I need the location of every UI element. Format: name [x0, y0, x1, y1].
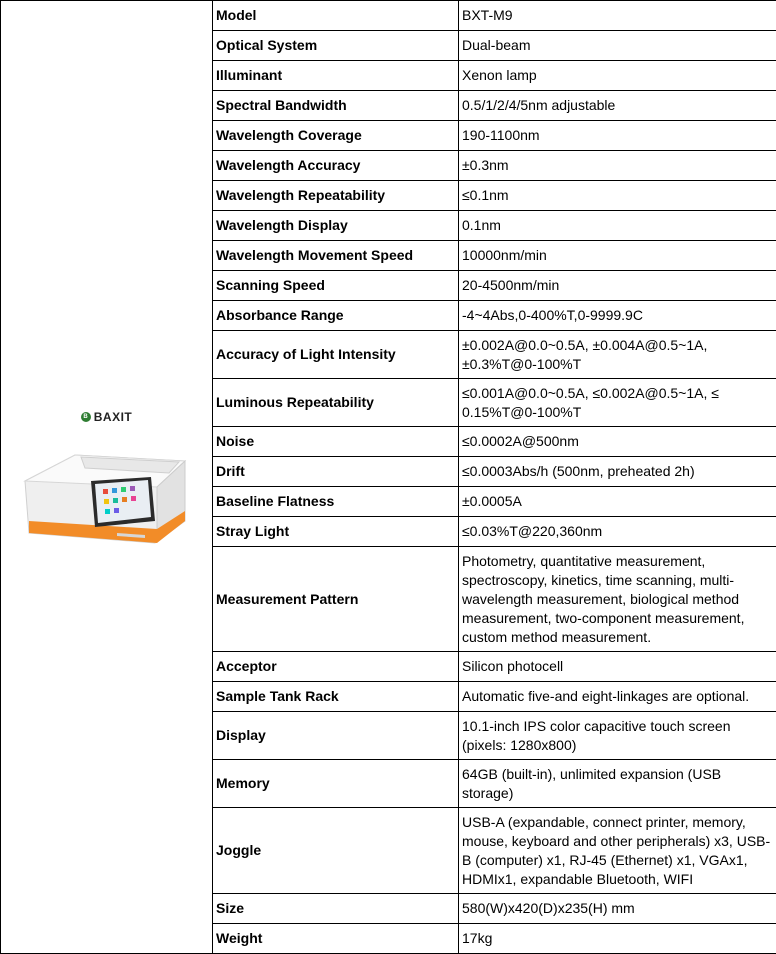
- spec-value: -4~4Abs,0-400%T,0-9999.9C: [459, 301, 776, 331]
- spec-label: Wavelength Movement Speed: [213, 241, 459, 271]
- spec-label: Baseline Flatness: [213, 487, 459, 517]
- spec-label: Noise: [213, 427, 459, 457]
- logo-mark: B: [81, 412, 91, 422]
- spec-label: Wavelength Display: [213, 211, 459, 241]
- spec-value: USB-A (expandable, connect printer, memory, mouse, keyboard and other peripherals) x3, USB-B (computer) x1, RJ-45 (Ethernet) x1, VGAx1, HDMIx1, expandable Bluetooth, WIFI: [459, 808, 776, 894]
- spec-value: ≤0.0003Abs/h (500nm, preheated 2h): [459, 457, 776, 487]
- spec-label: Sample Tank Rack: [213, 682, 459, 712]
- spec-value: ±0.0005A: [459, 487, 776, 517]
- spec-value: BXT-M9: [459, 1, 776, 31]
- spec-label: Absorbance Range: [213, 301, 459, 331]
- spec-label: Joggle: [213, 808, 459, 894]
- spec-label: Memory: [213, 760, 459, 808]
- spec-value: ≤0.001A@0.0~0.5A, ≤0.002A@0.5~1A, ≤ 0.15%T@0-100%T: [459, 379, 776, 427]
- spec-value: 10.1-inch IPS color capacitive touch screen (pixels: 1280x800): [459, 712, 776, 760]
- spec-label: Optical System: [213, 31, 459, 61]
- spec-value: 64GB (built-in), unlimited expansion (USB storage): [459, 760, 776, 808]
- spec-value: Dual-beam: [459, 31, 776, 61]
- spec-label: Wavelength Repeatability: [213, 181, 459, 211]
- product-cell: [1, 1, 213, 954]
- spec-value: Xenon lamp: [459, 61, 776, 91]
- spec-label: Scanning Speed: [213, 271, 459, 301]
- spec-value: 580(W)x420(D)x235(H) mm: [459, 894, 776, 924]
- spec-value: Automatic five-and eight-linkages are optional.: [459, 682, 776, 712]
- spec-value: ≤0.03%T@220,360nm: [459, 517, 776, 547]
- spec-label: Stray Light: [213, 517, 459, 547]
- spec-value: 0.1nm: [459, 211, 776, 241]
- logo-text: BAXIT: [94, 408, 133, 427]
- spec-label: Wavelength Accuracy: [213, 151, 459, 181]
- spec-label: Model: [213, 1, 459, 31]
- spec-value: Silicon photocell: [459, 652, 776, 682]
- spectrophotometer-image: [19, 435, 195, 547]
- spec-value: 10000nm/min: [459, 241, 776, 271]
- spec-label: Display: [213, 712, 459, 760]
- spec-value: ≤0.1nm: [459, 181, 776, 211]
- spec-label: Luminous Repeatability: [213, 379, 459, 427]
- spec-value: 17kg: [459, 924, 776, 954]
- spec-value: ±0.3nm: [459, 151, 776, 181]
- spec-label: Measurement Pattern: [213, 547, 459, 652]
- spec-value: 20-4500nm/min: [459, 271, 776, 301]
- spec-value: 190-1100nm: [459, 121, 776, 151]
- spec-label: Drift: [213, 457, 459, 487]
- spec-value: 0.5/1/2/4/5nm adjustable: [459, 91, 776, 121]
- spec-label: Weight: [213, 924, 459, 954]
- brand-logo: [81, 408, 133, 427]
- spec-value: ±0.002A@0.0~0.5A, ±0.004A@0.5~1A, ±0.3%T@0-100%T: [459, 331, 776, 379]
- spec-value: ≤0.0002A@500nm: [459, 427, 776, 457]
- spec-label: Acceptor: [213, 652, 459, 682]
- spec-row: [1, 1, 776, 31]
- spec-label: Spectral Bandwidth: [213, 91, 459, 121]
- spec-label: Wavelength Coverage: [213, 121, 459, 151]
- spec-label: Illuminant: [213, 61, 459, 91]
- spec-label: Accuracy of Light Intensity: [213, 331, 459, 379]
- spec-value: Photometry, quantitative measurement, spectroscopy, kinetics, time scanning, multi-wavelength measurement, biological method measurement, two-component measurement, custom method measurement.: [459, 547, 776, 652]
- spec-label: Size: [213, 894, 459, 924]
